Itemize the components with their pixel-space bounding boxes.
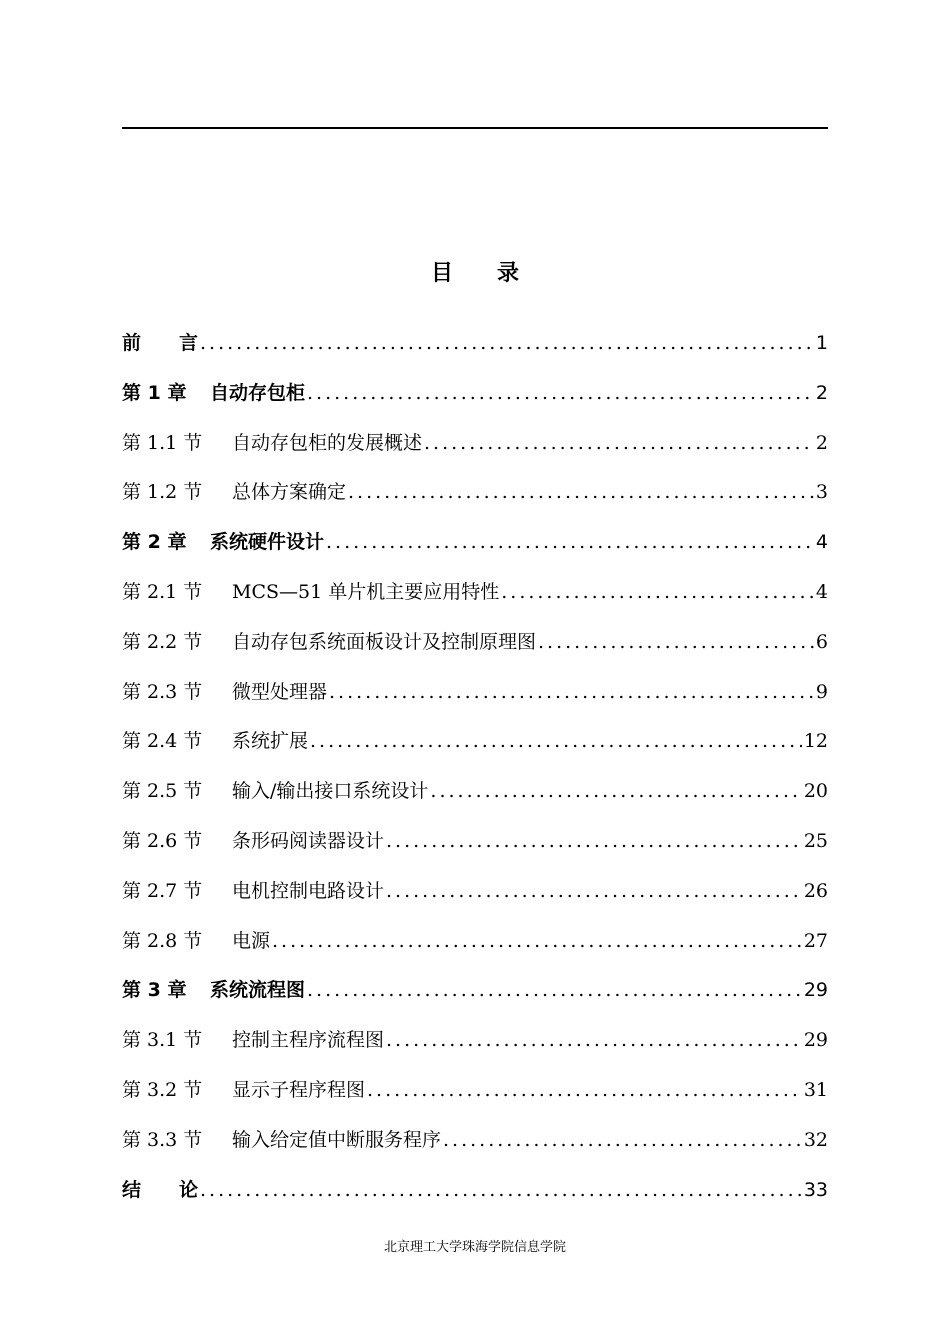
toc-entry-title: 前 言 [122, 332, 199, 354]
toc-dot-leader [538, 627, 814, 657]
toc-dot-leader [424, 428, 814, 458]
toc-entry-page: 1 [815, 332, 828, 354]
toc-section-entry[interactable] [122, 1075, 828, 1105]
toc-entry-page: 2 [815, 381, 828, 404]
toc-entry-number: 第 2.6 节 [122, 830, 203, 852]
toc-section-entry[interactable] [122, 726, 828, 756]
toc-entry-page: 29 [803, 1029, 828, 1052]
toc-section-entry[interactable] [122, 477, 828, 507]
toc-entry-title: 电源 [232, 929, 271, 952]
toc-entry-page: 33 [803, 1178, 828, 1201]
toc-entry-title: 系统硬件设计 [210, 531, 325, 554]
toc-entry-page: 31 [803, 1079, 828, 1101]
toc-entry-title: 系统流程图 [210, 979, 306, 1002]
toc-entry-page: 29 [803, 979, 828, 1002]
toc-entry-page: 6 [815, 630, 828, 653]
toc-chapter-entry[interactable] [122, 328, 828, 358]
toc-entry-title: 输入给定值中断服务程序 [232, 1128, 442, 1151]
toc-entry-number: 第 3.3 节 [122, 1128, 203, 1151]
toc-section-entry[interactable] [122, 826, 828, 856]
toc-dot-leader [430, 776, 801, 806]
toc-entry-number: 第 3.1 节 [122, 1029, 203, 1052]
toc-entry-title: 控制主程序流程图 [232, 1029, 385, 1052]
toc-dot-leader [386, 826, 802, 856]
toc-entry-number: 第 2.8 节 [122, 929, 203, 952]
toc-chapter-entry[interactable] [122, 527, 828, 557]
toc-dot-leader [501, 577, 814, 607]
toc-dot-leader [329, 677, 814, 707]
toc-chapter-entry[interactable] [122, 1175, 828, 1205]
toc-entry-title: 自动存包柜 [210, 381, 306, 404]
toc-dot-leader [310, 726, 802, 756]
toc-entry-page: 4 [815, 531, 828, 554]
toc-entry-number: 第 2.7 节 [122, 879, 203, 902]
toc-section-entry[interactable] [122, 926, 828, 956]
toc-entry-page: 2 [815, 431, 828, 454]
toc-entry-title: 总体方案确定 [232, 481, 347, 504]
toc-dot-leader [200, 328, 814, 358]
toc-entry-page: 20 [803, 780, 828, 803]
toc-dot-leader [307, 378, 814, 408]
toc-entry-number: 第 2.1 节 [122, 581, 203, 603]
toc-entry-title: 显示子程序程图 [232, 1079, 366, 1101]
header-rule [122, 127, 828, 129]
toc-section-entry[interactable] [122, 776, 828, 806]
toc-entry-title: 微型处理器 [232, 680, 328, 703]
toc-entry-number: 第 3.2 节 [122, 1079, 203, 1101]
toc-entry-title: MCS—51 单片机主要应用特性 [232, 581, 500, 603]
toc-entry-number: 第 3 章 [122, 979, 187, 1002]
toc-section-entry[interactable] [122, 428, 828, 458]
toc-entry-title: 电机控制电路设计 [232, 879, 385, 902]
toc-dot-leader [200, 1175, 802, 1205]
toc-entry-page: 12 [803, 730, 828, 753]
toc-entry-number: 第 2.2 节 [122, 630, 203, 653]
toc-entry-title: 结 论 [122, 1178, 199, 1201]
toc-title [0, 256, 950, 287]
toc-dot-leader [272, 926, 802, 956]
toc-dot-leader [326, 527, 814, 557]
toc-entry-number: 第 2.5 节 [122, 780, 203, 803]
toc-section-entry[interactable] [122, 1025, 828, 1055]
toc-entry-page: 25 [803, 830, 828, 852]
toc-entry-number: 第 2 章 [122, 531, 187, 554]
toc-entry-title: 系统扩展 [232, 730, 309, 753]
toc-section-entry[interactable] [122, 876, 828, 906]
toc-entry-number: 第 2.4 节 [122, 730, 203, 753]
toc-dot-leader [443, 1125, 802, 1155]
toc-entry-page: 3 [815, 481, 828, 504]
toc-chapter-entry[interactable] [122, 378, 828, 408]
toc-section-entry[interactable] [122, 577, 828, 607]
toc-dot-leader [386, 876, 802, 906]
toc-section-entry[interactable] [122, 677, 828, 707]
toc-title-left: 目 [430, 261, 453, 286]
toc-entry-page: 26 [803, 879, 828, 902]
toc-dot-leader [348, 477, 814, 507]
toc-dot-leader [307, 975, 802, 1005]
toc-section-entry[interactable] [122, 627, 828, 657]
toc-entry-page: 4 [815, 581, 828, 603]
toc-entry-title: 条形码阅读器设计 [232, 830, 385, 852]
toc-entry-number: 第 1.2 节 [122, 481, 203, 504]
page-footer: 北京理工大学珠海学院信息学院 [383, 1240, 566, 1255]
toc-title-right: 录 [497, 261, 520, 286]
toc-entry-page: 27 [803, 929, 828, 952]
toc-entry-title: 自动存包柜的发展概述 [232, 431, 423, 454]
toc-dot-leader [386, 1025, 802, 1055]
toc-section-entry[interactable] [122, 1125, 828, 1155]
toc-entry-page: 9 [815, 680, 828, 703]
toc-entry-number: 第 2.3 节 [122, 680, 203, 703]
toc-entry-title: 输入/输出接口系统设计 [232, 780, 429, 803]
toc-entry-title: 自动存包系统面板设计及控制原理图 [232, 630, 537, 653]
toc-entry-number: 第 1 章 [122, 381, 187, 404]
toc-entry-number: 第 1.1 节 [122, 431, 203, 454]
toc-chapter-entry[interactable] [122, 975, 828, 1005]
toc-entry-page: 32 [803, 1128, 828, 1151]
toc-dot-leader [367, 1075, 802, 1105]
